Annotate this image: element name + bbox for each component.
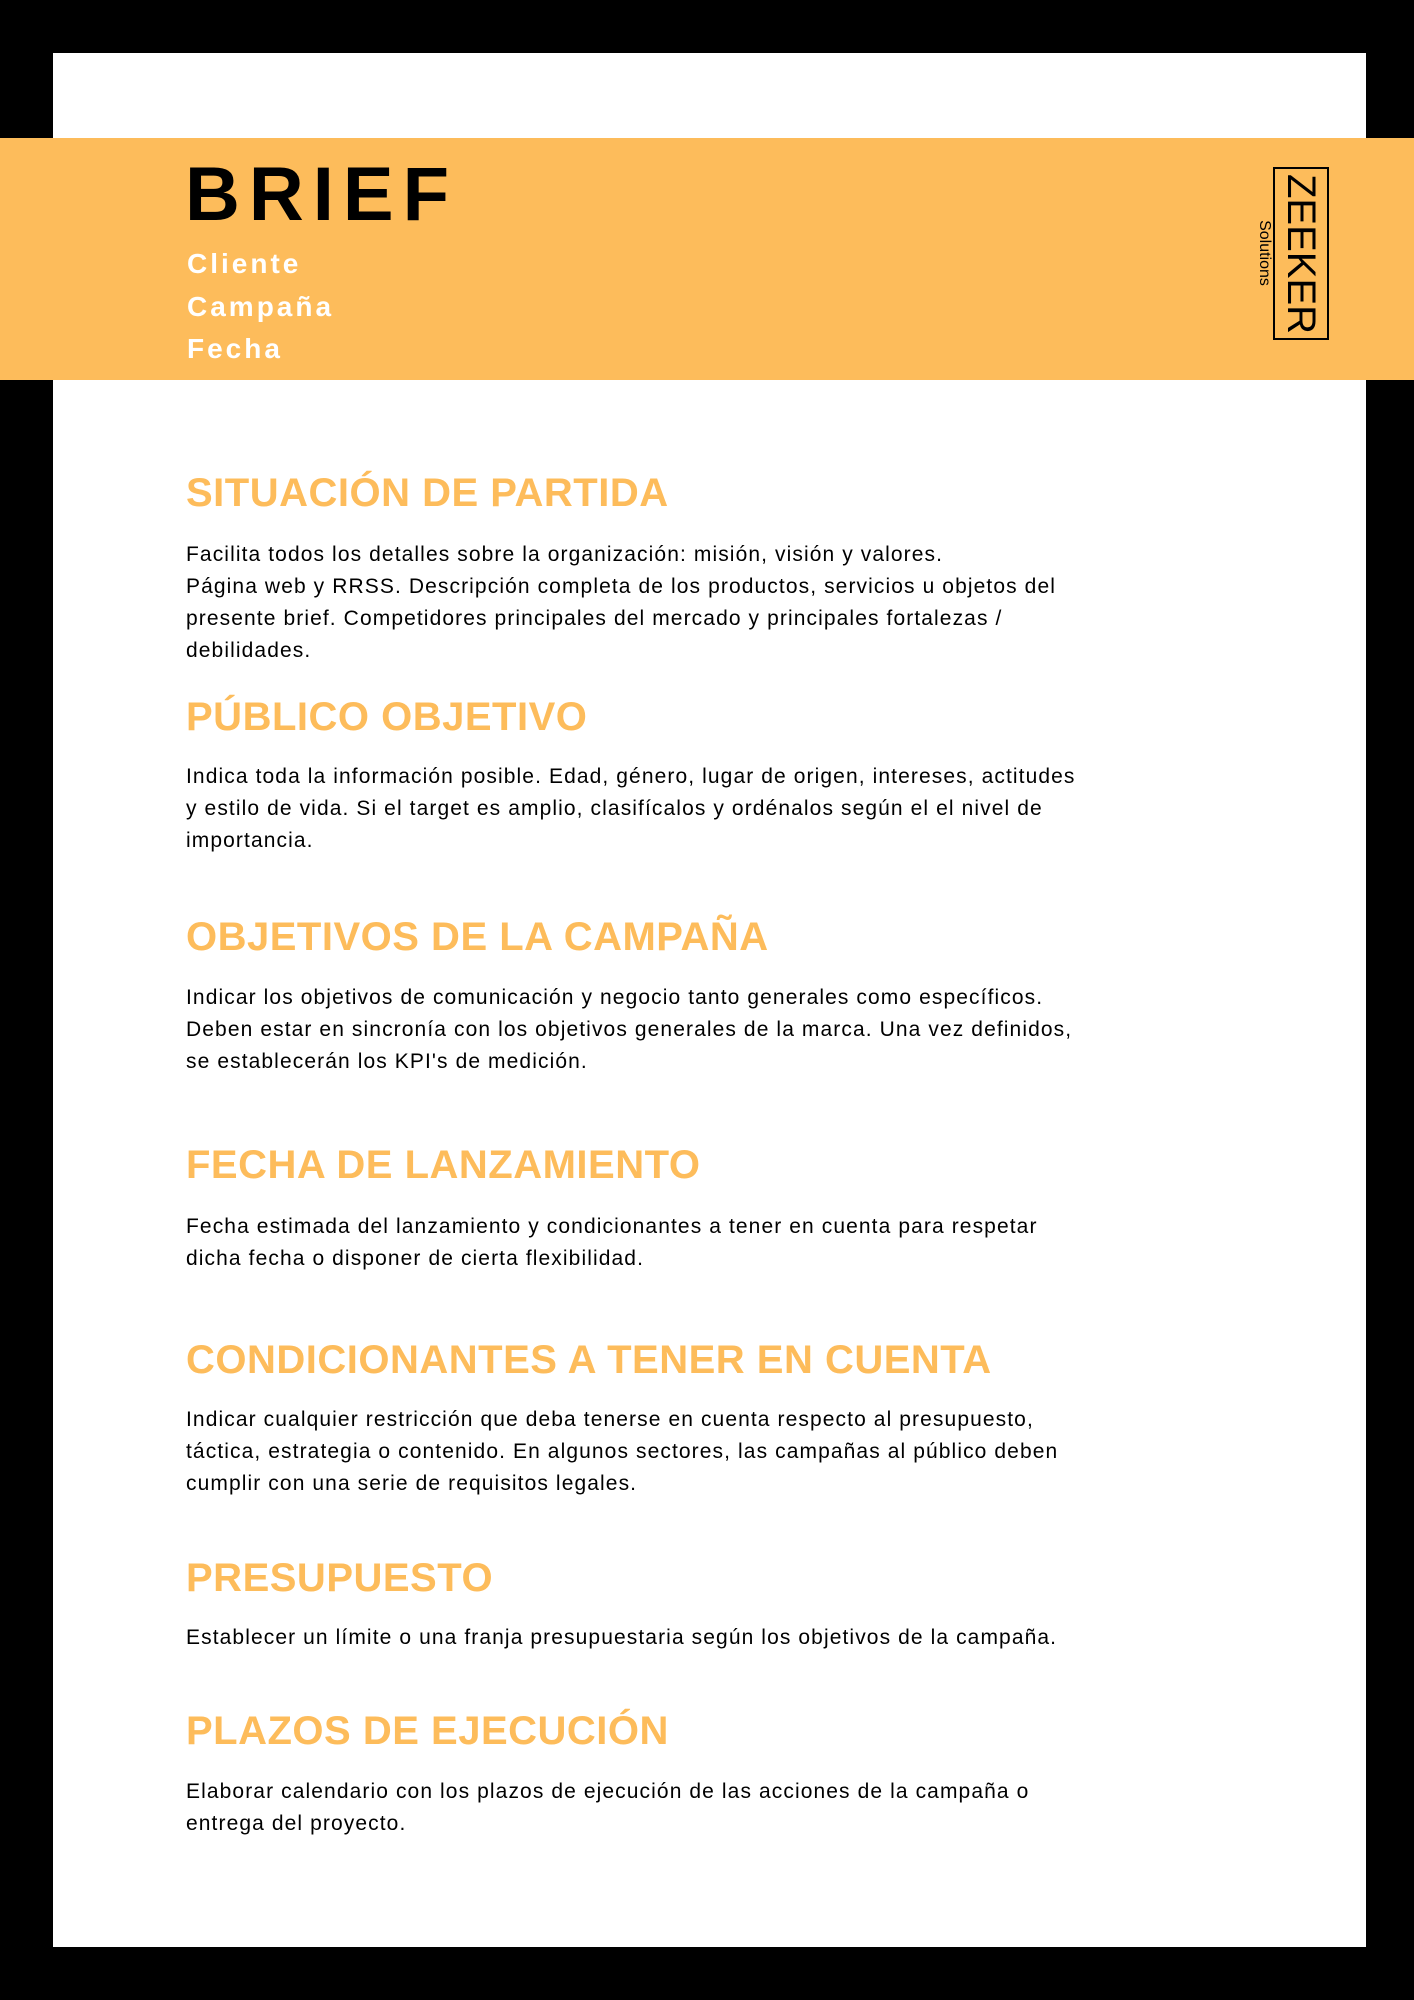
section-heading-situacion: SITUACIÓN DE PARTIDA	[186, 471, 669, 515]
section-body-presupuesto	[186, 1622, 1246, 1654]
body-line: debilidades.	[186, 639, 312, 662]
section-body-condicionantes	[186, 1404, 1246, 1500]
body-line: Deben estar en sincronía con los objetivos generales de la marca. Una vez definidos,	[186, 1018, 1073, 1041]
body-line: Indica toda la información posible. Edad, género, lugar de origen, intereses, actitudes	[186, 765, 1076, 788]
section-heading-fecha: FECHA DE LANZAMIENTO	[186, 1143, 701, 1187]
body-line: dicha fecha o disponer de cierta flexibilidad.	[186, 1247, 645, 1270]
zeeker-logo	[1273, 167, 1329, 340]
body-line: táctica, estrategia o contenido. En algunos sectores, las campañas al público deben	[186, 1440, 1059, 1463]
section-heading-plazos: PLAZOS DE EJECUCIÓN	[186, 1709, 669, 1753]
section-heading-publico: PÚBLICO OBJETIVO	[186, 695, 588, 739]
body-line: Facilita todos los detalles sobre la organización: misión, visión y valores.	[186, 543, 944, 566]
section-body-publico	[186, 761, 1246, 857]
body-line: se establecerán los KPI's de medición.	[186, 1050, 588, 1073]
section-heading-presupuesto: PRESUPUESTO	[186, 1556, 494, 1600]
field-client-label: Cliente	[187, 248, 302, 279]
body-line: y estilo de vida. Si el target es amplio, clasifícalos y ordénalos según el el nivel de	[186, 797, 1043, 820]
section-body-situacion	[186, 539, 1246, 667]
body-line: Indicar los objetivos de comunicación y negocio tanto generales como específicos.	[186, 986, 1044, 1009]
logo-wordmark: ZEEKER	[1279, 173, 1323, 334]
section-heading-condicionantes: CONDICIONANTES A TENER EN CUENTA	[186, 1338, 992, 1382]
body-line: cumplir con una serie de requisitos legales.	[186, 1472, 638, 1495]
section-heading-objetivos: OBJETIVOS DE LA CAMPAÑA	[186, 915, 769, 959]
body-line: Indicar cualquier restricción que deba tenerse en cuenta respecto al presupuesto,	[186, 1408, 1034, 1431]
body-line: entrega del proyecto.	[186, 1812, 407, 1835]
body-line: Establecer un límite o una franja presupuestaria según los objetivos de la campaña.	[186, 1626, 1058, 1649]
section-body-plazos	[186, 1776, 1246, 1840]
field-date-label: Fecha	[187, 333, 283, 364]
body-line: Elaborar calendario con los plazos de ejecución de las acciones de la campaña o	[186, 1780, 1030, 1803]
body-line: Fecha estimada del lanzamiento y condicionantes a tener en cuenta para respetar	[186, 1215, 1038, 1238]
section-body-objetivos	[186, 982, 1246, 1078]
section-body-fecha	[186, 1211, 1246, 1275]
body-line: presente brief. Competidores principales del mercado y principales fortalezas /	[186, 607, 1003, 630]
body-line: importancia.	[186, 829, 314, 852]
logo-tagline: Solutions	[1256, 220, 1273, 286]
document-title: BRIEF	[185, 152, 458, 237]
field-campaign-label: Campaña	[187, 291, 335, 322]
body-line: Página web y RRSS. Descripción completa de los productos, servicios u objetos del	[186, 575, 1056, 598]
